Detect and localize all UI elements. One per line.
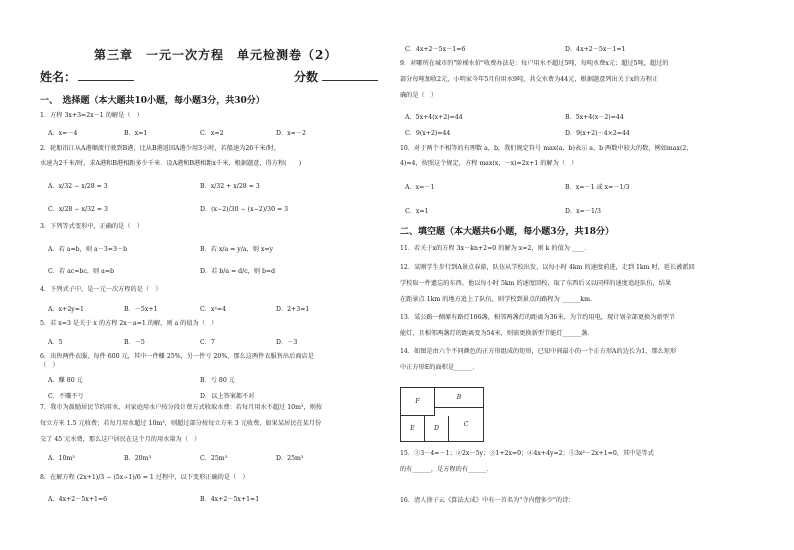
question-12-line1: 12．某刚学生步行到A景点春游，队伍从学校出发，以每小时 4km 的速度前进，走到 1km 时，延长被派回 (400, 264, 695, 271)
q9-option-d[interactable]: D．9(x+2)－4×2=44 (565, 130, 630, 137)
q4-option-b[interactable]: B．－5x+1 (124, 306, 158, 313)
q7-option-a[interactable]: A．10m³ (48, 455, 75, 462)
question-14-line1: 14．如图是由六个不同颜色的正方形组成的矩形，已知中间最小的一个正方形A的边长为1，那么矩形 (400, 348, 677, 355)
question-14-line2: 中正方形E的面积是______． (400, 364, 479, 371)
q3-option-a[interactable]: A．若 a=b，则 a－3=3－b (48, 246, 128, 253)
question-8: 8．在解方程 (2x+1)/3 − (5x−1)/6 = 1 过程中，以下变形正确的是（ ） (40, 474, 249, 481)
q10-option-d[interactable]: D．x=－1/3 (565, 208, 601, 215)
question-2-line2: 水速为2千米/时，求A港和B港相距多少千米．设A港和B港相距x千米，根据题意，得方程( ) (40, 160, 302, 167)
question-15-line2: 的有______，是方程的有______． (400, 466, 493, 473)
square-d: D (425, 416, 449, 441)
q1-option-b[interactable]: B．x=1 (124, 130, 148, 137)
question-7-line1: 7．我市为鼓励居民节约用水，对家庭用水户按分段计费方式收取水费：若每月用水不超过 10m³，则按 (40, 404, 322, 411)
square-b: B (435, 388, 483, 408)
q6-option-c[interactable]: C．不赚不亏 (48, 393, 84, 400)
name-label: 姓名： (40, 70, 77, 84)
question-1: 1．方程 3x+3=2x－1 的解是（ ） (40, 112, 143, 119)
q4-option-c[interactable]: C．x²=4 (200, 306, 227, 313)
q10-option-a[interactable]: A．x=－1 (405, 184, 435, 191)
q5-option-c[interactable]: C．7 (200, 339, 215, 346)
square-e: E (401, 416, 425, 441)
q9-option-a[interactable]: A．5x+4(x+2)=44 (405, 114, 463, 121)
question-2-line1: 2．轮船沿江从A港顺流行驶到B港，比从B港返回A港少用3小时，若船速为26千米/时， (40, 145, 281, 152)
q5-option-a[interactable]: A．5 (48, 339, 63, 346)
square-c: C (463, 421, 469, 428)
question-13-line1: 13．某公路一侧原有路灯106盏，相邻两盏灯的距离为36米，为节约用电，现计划全部更换为新型节 (400, 314, 676, 321)
question-16: 16．清人徐子云《算法大成》中有一首名为"寺内僧多少"的诗： (400, 497, 575, 504)
q10-option-b[interactable]: B．x=－1 或 x=－1/3 (565, 184, 630, 191)
q1-option-c[interactable]: C．x=2 (200, 130, 224, 137)
section-choice-heading: 一、 选择题（本大题共10小题，每小题3分，共30分） (40, 96, 265, 106)
q3-option-c[interactable]: C．若 ac=bc，则 a=b (48, 268, 115, 275)
q5-option-b[interactable]: B．－5 (124, 339, 145, 346)
question-4: 4．下列式子中，是一元一次方程的是（ ） (40, 286, 162, 293)
q2-option-a[interactable]: A．x/32 − x/28 = 3 (48, 183, 108, 190)
q5-option-d[interactable]: D．－3 (276, 339, 298, 346)
question-9-line3: 确的是（ ） (400, 92, 438, 99)
question-11: 11．若关于x的方程 3x－kn+2=0 的解为 x=2，则 k 的值为 ____． (400, 245, 591, 252)
q2-option-b[interactable]: B．x/32 + x/28 = 3 (200, 183, 260, 190)
q7-option-b[interactable]: B．20m³ (124, 455, 151, 462)
q8-option-d[interactable]: D．4x+2－5x－1=1 (565, 46, 626, 53)
q6-option-b[interactable]: B．亏 80 元 (200, 377, 235, 384)
q9-option-c[interactable]: C．9(x+2)=44 (405, 130, 451, 137)
question-7-line2: 每立方米 1.5 元收费；若每月用水超过 10m³，则超过部分按每立方米 3 元收费，如果某居民在某月份 (40, 420, 322, 427)
q3-option-d[interactable]: D．若 b/a = d/c，则 b=d (200, 268, 276, 275)
q10-option-c[interactable]: C．x=1 (405, 208, 429, 215)
question-3: 3．下列等式变形中，正确的是（ ） (40, 223, 143, 230)
q9-option-b[interactable]: B．5x+4(x－2)=44 (565, 114, 624, 121)
q8-option-c[interactable]: C．4x+2－5x－1=6 (405, 46, 466, 53)
q7-option-d[interactable]: D．25m³ (276, 455, 304, 462)
q1-option-a[interactable]: A．x=－4 (48, 130, 78, 137)
q4-option-a[interactable]: A．x+2y=1 (48, 306, 84, 313)
question-6-line1: 6．出售两件衣服，每件 600 元，其中一件赚 25%，另一件亏 20%，那么这两件衣服售出后商店是 (40, 353, 314, 360)
question-5: 5．若 x=3 是关于 x 的方程 2x－a=1 的解，则 a 的值为（ ） (40, 320, 218, 327)
q3-option-b[interactable]: B．若 x/a = y/a，则 x=y (200, 246, 274, 253)
question-6-line2: （ ） (40, 362, 59, 369)
q7-option-c[interactable]: C．25m³ (200, 455, 228, 462)
question-12-line3: 在距景点 1km 的地方追上了队伍，则学校到景点的路程为 ______km. (400, 296, 592, 303)
question-15-line1: 15．①3－4=－1；②2x－5y；③1+2x=0；④4x+4y=2；⑤3x²－2x+1=0，其中是等式 (400, 450, 654, 457)
score-blank[interactable] (322, 80, 378, 81)
score-label: 分数 (294, 70, 319, 84)
q8-option-b[interactable]: B．4x+2－5x+1=1 (200, 496, 260, 503)
question-13-line2: 能灯，且相邻两盏灯的距离变为54米，则需更换新型节能灯______盏． (400, 330, 594, 337)
name-blank[interactable] (78, 80, 134, 81)
question-10-line1: 10．对于两个不相等的有理数 a，b，我们规定符号 max(a，b)表示 a，b 两数中较大的数，例如max(2， (400, 145, 693, 152)
q2-option-d[interactable]: D．(x−2)/30 − (x−2)/30 = 3 (200, 206, 289, 213)
q8-option-a[interactable]: A．4x+2－5x+1=6 (48, 496, 108, 503)
page-title: 第三章 一元一次方程 单元检测卷（2） (94, 48, 338, 62)
q2-option-c[interactable]: C．x/28 − x/32 = 3 (48, 206, 108, 213)
question-10-line2: 4)=4，按照这个规定，方程 max(x，－x)=2x+1 的解为（ ） (400, 160, 578, 167)
section-fill-heading: 二、填空题（本大题共6小题，每小题3分，共18分） (400, 227, 615, 237)
q6-option-d[interactable]: D．以上答案都不对 (200, 393, 255, 400)
q1-option-d[interactable]: D．x=－2 (276, 130, 306, 137)
rectangle-figure (400, 387, 484, 442)
question-12-line2: 学校取一件遗忘的东西，他以每小时 5km 的速度回校，取了东西后又以同样的速度追赶队伍，结果 (400, 280, 672, 287)
question-9-line1: 9．对哪所在城市的"阶梯水价"收费办法是：每户用水不超过5吨，每吨水费x元；超过5吨，超过的 (400, 60, 669, 67)
question-7-line3: 交了 45 元水费，那么这户居民在这个月的用水量为（ ） (40, 436, 201, 443)
q4-option-d[interactable]: D．2+3=1 (276, 306, 310, 313)
question-9-line2: 部分每吨加收2元，小明家今年5月份用水9吨，共交水费为44元，根据题意列出关于x的方程正 (400, 76, 659, 83)
square-f: F (401, 388, 435, 416)
q6-option-a[interactable]: A．赚 80 元 (48, 377, 83, 384)
